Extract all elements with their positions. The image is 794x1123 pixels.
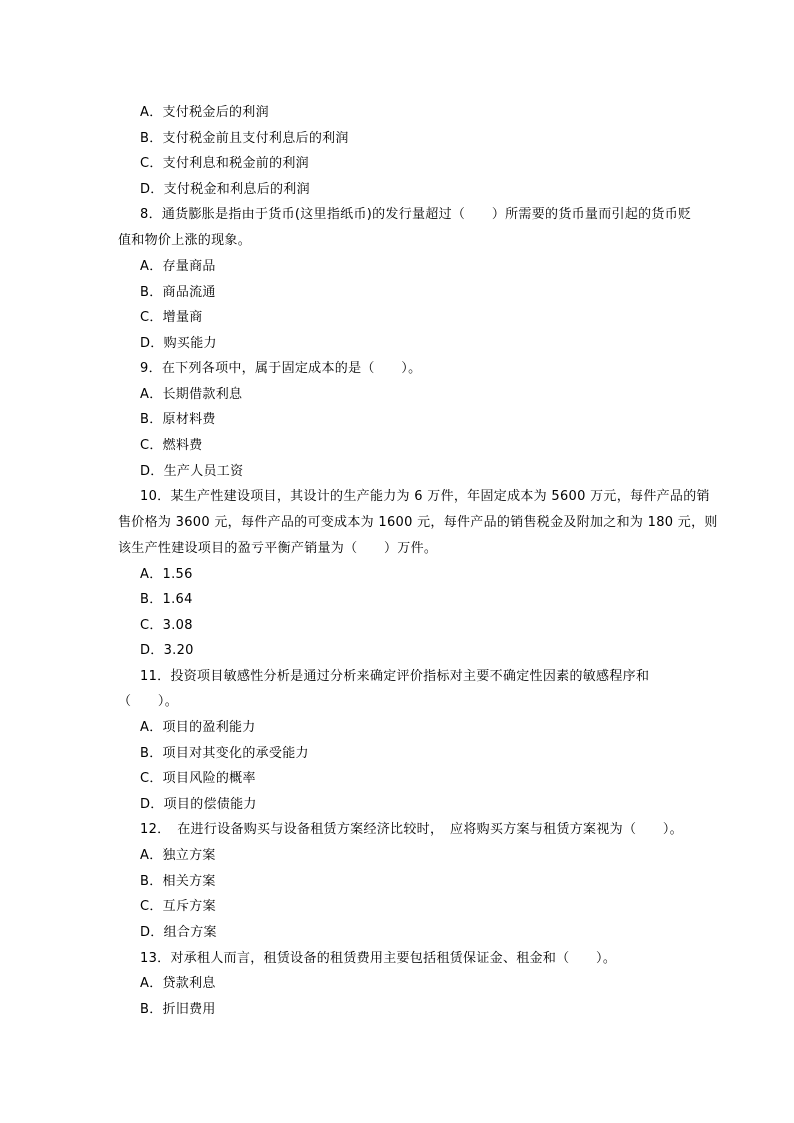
q12-option-b: B．相关方案 xyxy=(140,874,216,889)
q10-stem-continued-2: 该生产性建设项目的盈亏平衡产销量为（ ）万件。 xyxy=(118,541,438,556)
q8-option-d: D．购买能力 xyxy=(140,336,217,351)
q9-option-b: B．原材料费 xyxy=(140,412,216,427)
q11-option-a: A．项目的盈利能力 xyxy=(140,720,256,735)
q8-stem-continued: 值和物价上涨的现象。 xyxy=(118,233,252,248)
q8-option-a: A．存量商品 xyxy=(140,259,216,274)
q8-stem: 8．通货膨胀是指由于货币(这里指纸币)的发行量超过（ ）所需要的货币量而引起的货币贬 xyxy=(140,207,692,222)
q13-stem: 13．对承租人而言，租赁设备的租赁费用主要包括租赁保证金、租金和（ ）。 xyxy=(140,951,617,966)
q7-option-d: D．支付税金和利息后的利润 xyxy=(140,182,310,197)
q11-option-b: B．项目对其变化的承受能力 xyxy=(140,746,309,761)
q12-stem: 12． 在进行设备购买与设备租赁方案经济比较时， 应将购买方案与租赁方案视为（ ）。 xyxy=(140,822,683,837)
q7-option-a: A．支付税金后的利润 xyxy=(140,105,269,120)
q9-option-a: A．长期借款利息 xyxy=(140,387,243,402)
q13-option-a: A．贷款利息 xyxy=(140,976,216,991)
q13-option-b: B．折旧费用 xyxy=(140,1002,216,1017)
q9-option-c: C．燃料费 xyxy=(140,438,203,453)
q10-option-a: A．1.56 xyxy=(140,567,193,582)
q10-stem-continued-1: 售价格为 3600 元，每件产品的可变成本为 1600 元，每件产品的销售税金及附加之和为 180 元，则 xyxy=(118,515,718,530)
q8-option-c: C．增量商 xyxy=(140,310,203,325)
q12-option-c: C．互斥方案 xyxy=(140,899,216,914)
q9-stem: 9．在下列各项中，属于固定成本的是（ ）。 xyxy=(140,361,422,376)
q10-option-c: C．3.08 xyxy=(140,618,193,633)
q11-option-c: C．项目风险的概率 xyxy=(140,771,256,786)
q7-option-b: B．支付税金前且支付利息后的利润 xyxy=(140,131,349,146)
q10-option-d: D．3.20 xyxy=(140,643,194,658)
q12-option-d: D．组合方案 xyxy=(140,925,217,940)
q11-stem: 11．投资项目敏感性分析是通过分析来确定评价指标对主要不确定性因素的敏感程序和 xyxy=(140,669,650,684)
q9-option-d: D．生产人员工资 xyxy=(140,464,244,479)
q7-option-c: C．支付利息和税金前的利润 xyxy=(140,156,309,171)
q10-stem: 10．某生产性建设项目，其设计的生产能力为 6 万件，年固定成本为 5600 万元，每件产品的销 xyxy=(140,489,710,504)
q8-option-b: B．商品流通 xyxy=(140,285,216,300)
q10-option-b: B．1.64 xyxy=(140,592,193,607)
q12-option-a: A．独立方案 xyxy=(140,848,216,863)
q11-stem-continued: （ ）。 xyxy=(118,694,179,709)
q11-option-d: D．项目的偿债能力 xyxy=(140,797,257,812)
